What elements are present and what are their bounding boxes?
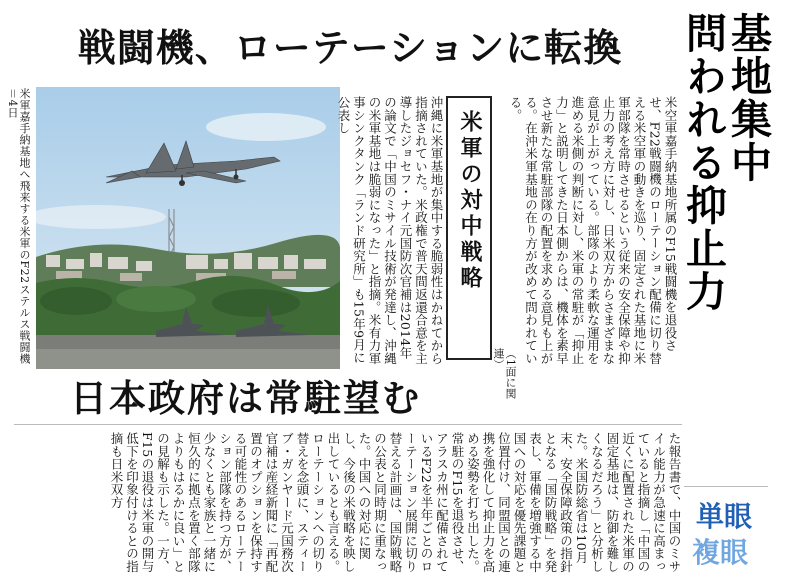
sub-headline: 日本政府は常駐望む [70,376,421,420]
lead-article-text: 米空軍嘉手納基地所属のF15戦闘機を退役させ、F22戦闘機のローテーション配備に切り替える米空軍の動きを巡り、固定された基地に米軍部隊を常時させるという従来の安全保障や抑止力の考え方に対し、日米双方からさまざまな意見が上がっている。部隊のより柔軟な運用を進める米側の判断に対し、米軍の常駐が「抑止力」と説明してきた日本側からは、機体を素早させ新たな常駐部隊の配置を求める意見も上がる。在沖米軍基地の在り方が改めて問われている。 [508,96,678,365]
side-article-text: 沖縄に米軍基地が集中する脆弱性はかねてから指摘されていた。米政権で普天間返還合意を主導したジョセフ・ナイ元国防次官補は2014年の論文で「中国のミサイル技術が発達し、沖縄の米軍基地は脆弱になった」と指摘。米有力軍事シンクタンク「ランド研究所」も15年9月に公表し [336,96,444,365]
photo [36,87,340,369]
main-headline [679,12,772,482]
main-headline-line1: 基地集中 [724,12,772,184]
side-box-title-text: 米軍の対中戦略 [457,110,482,292]
column-logo-line1: 単眼 [696,500,753,533]
column-logo-line2: 複眼 [692,536,749,569]
main-headline-line2: 問われる抑止力 [679,12,727,313]
side-box-title [446,96,492,360]
column-logo [688,492,764,572]
photo-illustration [36,87,340,369]
divider [14,424,682,425]
bottom-article-text: た報告書で、中国のミサイル能力が急速に高まっていると指摘し「中国の近くに配置された米軍の固定基地は、防御を難しくなるだろう」と分析した。米国防総省は10月末、安全保障政策の指針となる「国防戦略」を発表し、軍備を増強する中国への対応を優先課題と位置付け、同盟国との連携を強化して抑止力を高める姿勢を打ち出した。常駐のF15を退役させ、アラスカ州に配備されているF22を半年ごとのローテーション展開に切り替える計画は、国防戦略の公表と同時期に重なった。中国への対応に関し、今後の米戦略を映し出しているとも言える。ローテーションへの切り替えを念頭に、スティーブ・ガンヤード元国務次官補は産経新聞に「再配置のオプションを保持する可能性のあるローテーション部隊を持つ方が、少なくとも家族と一緒に恒久的に拠点を置く部隊よりもはるかに良い」との見解も示した。一方、F15の退役は米軍の開与低下を印象付けるとの指摘も日米双方 [109,432,682,573]
page-reference: （1面に関連） [492,348,517,399]
photo-caption: 米軍嘉手納基地へ飛来する米軍のF22ステルス戦闘機＝4日 [6,88,31,365]
top-headline: 戦闘機、ローテーションに転換 [77,26,623,70]
divider [684,486,768,487]
